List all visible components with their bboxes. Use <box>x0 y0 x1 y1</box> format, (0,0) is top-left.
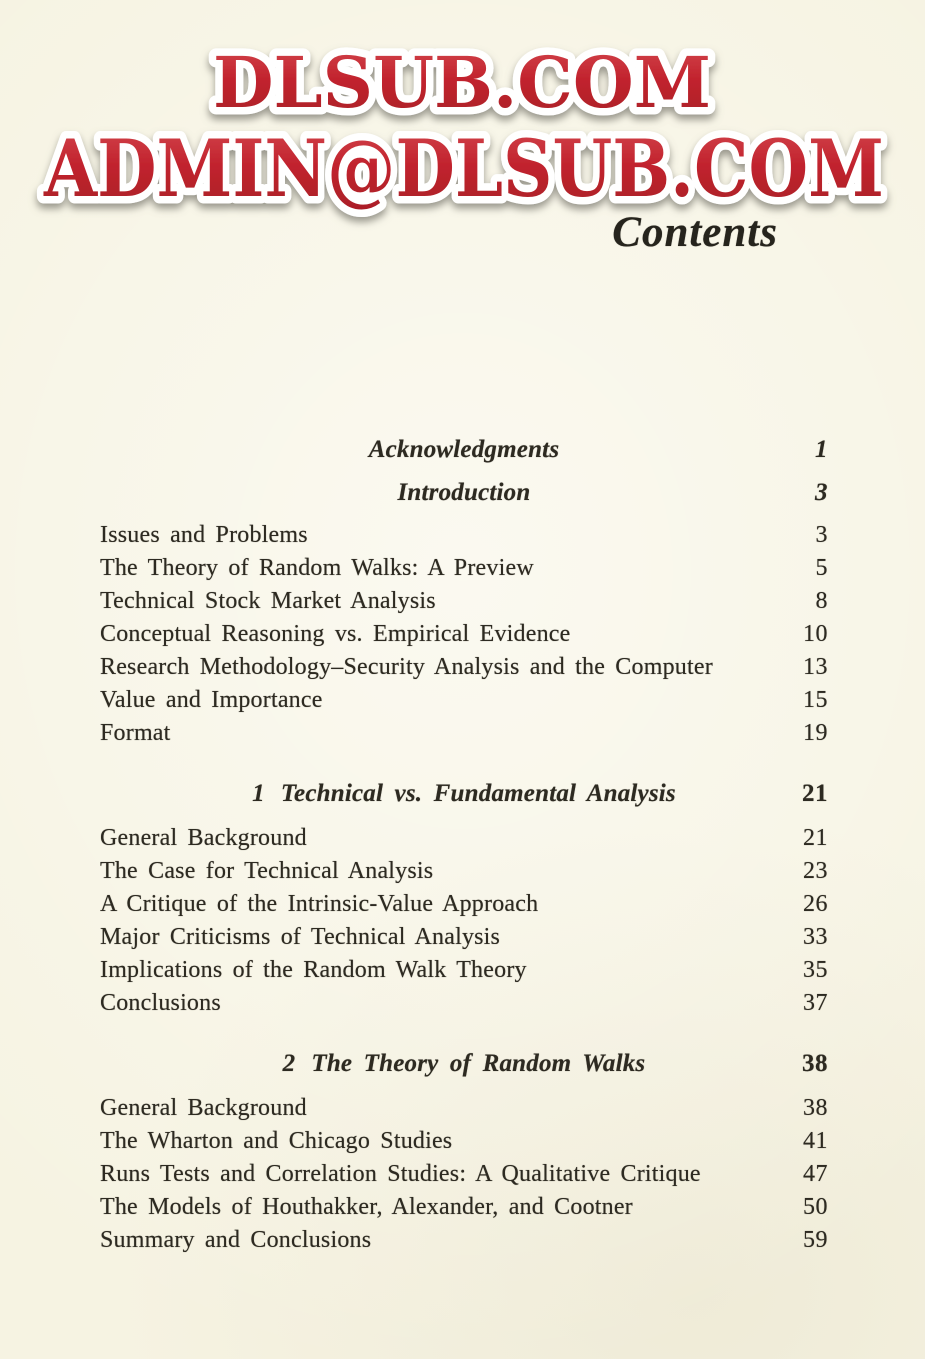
watermark <box>0 0 925 235</box>
toc-entry <box>100 684 828 717</box>
toc-entry <box>100 954 828 987</box>
page-title: Contents <box>612 209 778 256</box>
toc-entry-title: The Case for Technical Analysis <box>100 858 434 884</box>
toc-entry <box>100 519 828 552</box>
toc-entry-title: Issues and Problems <box>100 522 308 548</box>
toc-entry-title: Summary and Conclusions <box>100 1227 372 1253</box>
toc-entry-title: General Background <box>100 825 307 851</box>
toc-entry <box>100 618 828 651</box>
toc-entry-title: The Wharton and Chicago Studies <box>100 1128 453 1154</box>
toc-entry <box>100 651 828 684</box>
toc-entry <box>100 1158 828 1191</box>
toc-page-number: 37 <box>803 990 828 1016</box>
toc-page-number: 50 <box>803 1194 828 1220</box>
toc-entry <box>100 1125 828 1158</box>
toc-entry-title: Conclusions <box>100 990 221 1016</box>
table-of-contents <box>100 433 828 1257</box>
toc-page-number: 8 <box>815 588 828 614</box>
toc-entry-title: Implications of the Random Walk Theory <box>100 957 527 983</box>
toc-entry <box>100 822 828 855</box>
toc-page-number: 47 <box>803 1161 828 1187</box>
toc-entry <box>100 1092 828 1125</box>
toc-entry-title: Acknowledgments <box>368 436 560 463</box>
chapter-number: 2 <box>282 1050 296 1077</box>
toc-page-number: 21 <box>802 780 828 807</box>
toc-entry-title: Value and Importance <box>100 687 323 713</box>
toc-page-number: 35 <box>803 957 828 983</box>
toc-page-number: 15 <box>803 687 828 713</box>
toc-page-number: 33 <box>803 924 828 950</box>
toc-page-number: 10 <box>803 621 828 647</box>
toc-chapter-heading <box>100 777 828 810</box>
toc-entry <box>100 987 828 1020</box>
toc-entry <box>100 1191 828 1224</box>
toc-page-number: 19 <box>803 720 828 746</box>
toc-entry <box>100 888 828 921</box>
toc-page-number: 21 <box>803 825 828 851</box>
watermark-line2: ADMIN@DLSUB.COM <box>43 122 884 215</box>
toc-entry <box>100 921 828 954</box>
toc-page-number: 41 <box>803 1128 828 1154</box>
toc-page-number: 1 <box>815 436 828 463</box>
toc-entry-title: Conceptual Reasoning vs. Empirical Evidence <box>100 621 571 647</box>
toc-entry <box>100 585 828 618</box>
watermark-line1: DLSUB.COM <box>213 41 711 124</box>
toc-entry-title: 2 The Theory of Random Walks <box>282 1050 646 1077</box>
toc-page-number: 5 <box>815 555 828 581</box>
toc-entry-title: A Critique of the Intrinsic-Value Approach <box>100 891 539 917</box>
toc-entry-title: Introduction <box>397 479 531 506</box>
toc-entry-title: General Background <box>100 1095 307 1121</box>
toc-entry-title: Format <box>100 720 171 746</box>
toc-chapter-heading <box>100 1047 828 1080</box>
toc-page-number: 23 <box>803 858 828 884</box>
chapter-number: 1 <box>252 780 265 807</box>
toc-page-number: 38 <box>803 1095 828 1121</box>
toc-entry <box>100 552 828 585</box>
toc-section-heading <box>100 476 828 509</box>
toc-page-number: 59 <box>803 1227 828 1253</box>
toc-entry-title: Technical Stock Market Analysis <box>100 588 436 614</box>
toc-page-number: 3 <box>815 479 828 506</box>
toc-entry-title: The Theory of Random Walks: A Preview <box>100 555 534 581</box>
toc-entry <box>100 855 828 888</box>
toc-page-number: 13 <box>803 654 828 680</box>
toc-page-number: 38 <box>802 1050 828 1077</box>
toc-entry-title: 1 Technical vs. Fundamental Analysis <box>252 780 676 807</box>
toc-entry-title: Major Criticisms of Technical Analysis <box>100 924 501 950</box>
toc-entry <box>100 1224 828 1257</box>
toc-entry-title: Runs Tests and Correlation Studies: A Qualitative Critique <box>100 1161 701 1187</box>
toc-section-heading <box>100 433 828 466</box>
toc-page-number: 26 <box>803 891 828 917</box>
toc-entry-title: Research Methodology–Security Analysis and the Computer <box>100 654 713 680</box>
toc-entry <box>100 717 828 750</box>
toc-entry-title: The Models of Houthakker, Alexander, and Cootner <box>100 1194 633 1220</box>
toc-page-number: 3 <box>815 522 828 548</box>
